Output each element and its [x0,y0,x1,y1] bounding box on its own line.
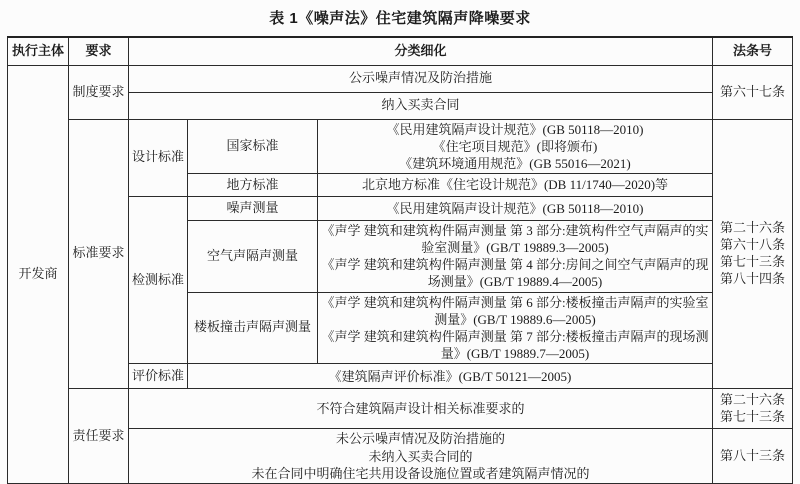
cell-liability-label: 责任要求 [69,389,129,484]
standard-item: 《声学 建筑和建筑构件隔声测量 第 4 部分:房间之间空气声隔声的现场测量》(GB/T 19889.4—2005) [321,257,709,290]
liability-line: 未公示噪声情况及防治措施的 [335,431,505,447]
cell-impact-insulation-standards [318,292,713,364]
noise-law-requirements-table [7,36,793,484]
cell-airborne-insulation-label: 空气声隔声测量 [188,220,318,292]
article-item: 第八十三条 [719,447,785,463]
standard-item: 《建筑环境通用规范》(GB 55016—2021) [399,155,631,171]
article-item: 第八十四条 [719,270,785,286]
cell-liability-article-2 [713,429,793,484]
cell-institutional-label: 制度要求 [69,65,129,119]
article-item: 第六十八条 [719,236,785,252]
col-header-executor: 执行主体 [8,37,69,65]
cell-evaluation-standards [188,364,713,389]
cell-evaluation-standards-label: 评价标准 [129,364,188,389]
cell-standards-label: 标准要求 [69,119,129,389]
standard-item: 《声学 建筑和建筑构件隔声测量 第 3 部分:建筑构件空气声隔声的实验室测量》(GB/T 19889.3—2005) [321,222,709,256]
liability-line: 未纳入买卖合同的 [368,448,473,464]
table-row [8,119,793,173]
article-item: 第七十三条 [719,408,785,424]
col-header-classification: 分类细化 [129,37,713,65]
cell-institutional-article: 第六十七条 [713,65,793,119]
table-title: 表 1《噪声法》住宅建筑隔声降噪要求 [269,10,531,27]
standard-item: 《建筑隔声评价标准》(GB/T 50121—2005) [328,368,572,384]
article-item: 第二十六条 [719,391,785,407]
table-row [8,65,793,92]
cell-design-standards-label: 设计标准 [129,119,188,196]
cell-noise-measurement-standards [318,196,713,220]
cell-institutional-item-2: 纳入买卖合同 [129,92,713,119]
col-header-requirement: 要求 [69,37,129,65]
article-item: 第七十三条 [719,253,785,269]
cell-liability-item-1 [129,389,713,429]
standard-item: 北京地方标准《住宅设计规范》(DB 11/1740—2020)等 [361,177,669,193]
standard-item: 《住宅项目规范》(即将颁布) [432,138,598,154]
cell-airborne-insulation-standards [318,220,713,292]
cell-institutional-item-1: 公示噪声情况及防治措施 [129,65,713,92]
standard-item: 《声学 建筑和建筑构件隔声测量 第 6 部分:楼板撞击声隔声的实验室测量》(GB/T 19889.6—2005) [321,294,709,327]
cell-liability-article-1 [713,389,793,429]
cell-standards-articles [713,119,793,389]
cell-local-standards-label: 地方标准 [188,173,318,196]
cell-noise-measurement-label: 噪声测量 [188,196,318,220]
standard-item: 《声学 建筑和建筑构件隔声测量 第 7 部分:楼板撞击声隔声的现场测量》(GB/T 19889.7—2005) [321,328,709,362]
standard-item: 《民用建筑隔声设计规范》(GB 50118—2010) [386,121,644,137]
cell-impact-insulation-label: 楼板撞击声隔声测量 [188,292,318,364]
liability-line: 不符合建筑隔声设计相关标准要求的 [316,401,525,417]
cell-liability-item-2 [129,429,713,484]
liability-line: 未在合同中明确住宅共用设备设施位置或者建筑隔声情况的 [251,465,590,481]
cell-testing-standards-label: 检测标准 [129,196,188,363]
cell-national-standards-label: 国家标准 [188,119,318,173]
standard-item: 《民用建筑隔声设计规范》(GB 50118—2010) [386,200,644,216]
article-item: 第二十六条 [719,220,785,236]
cell-national-standards [318,119,713,173]
cell-local-standards [318,173,713,196]
cell-executor: 开发商 [8,65,69,484]
col-header-article: 法条号 [713,37,793,65]
table-header-row [8,37,793,65]
table-row [8,389,793,429]
